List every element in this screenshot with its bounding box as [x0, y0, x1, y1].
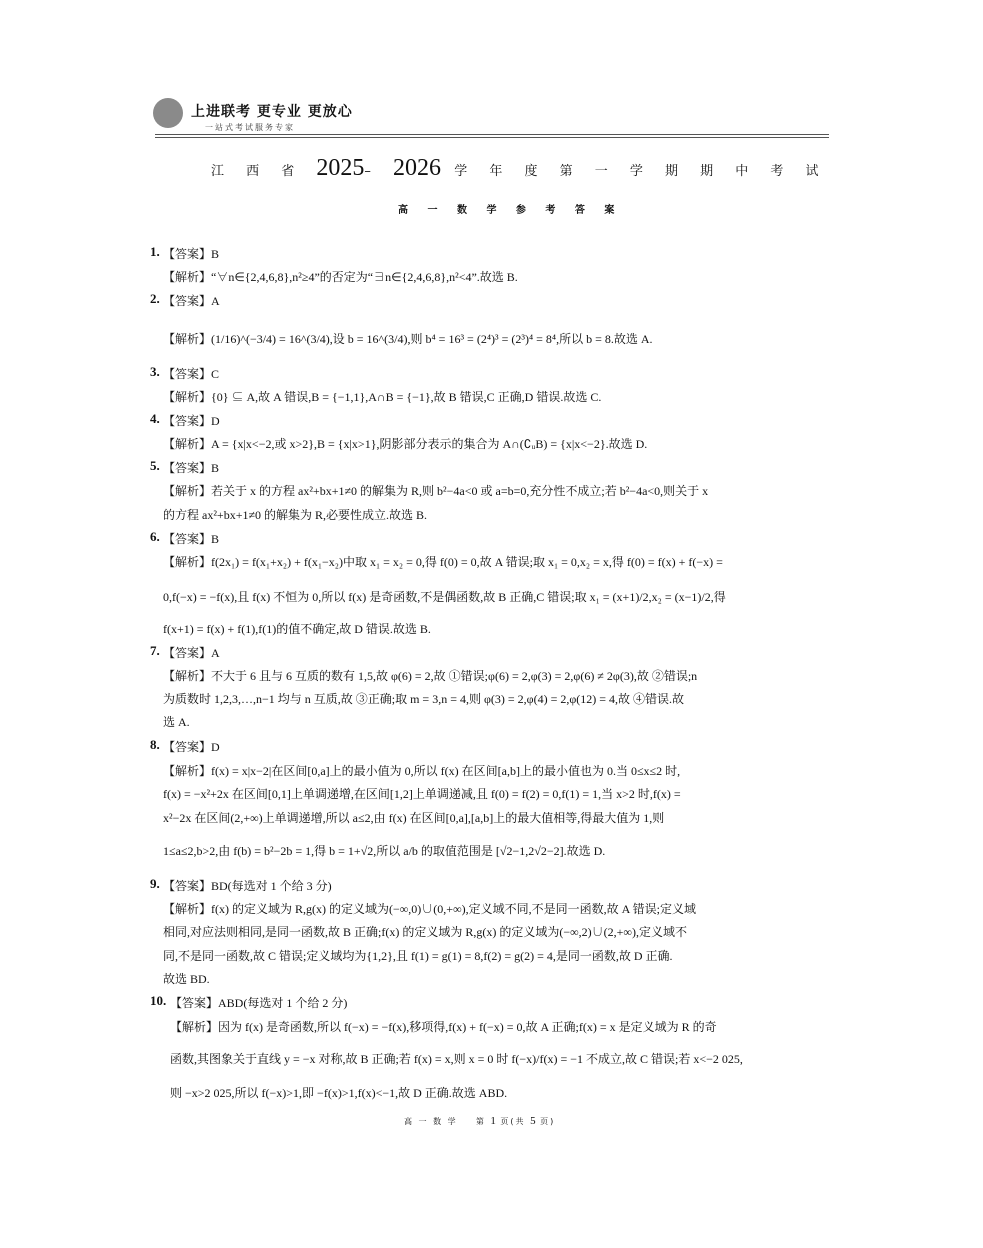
question-1-answer: 【答案】B	[163, 247, 220, 261]
question-7-answer: 【答案】A	[163, 646, 220, 660]
question-8-analysis-line-1: 【解析】f(x) = x|x−2|在区间[0,a]上的最小值为 0,所以 f(x) 在区间[a,b]上的最小值也为 0.当 0≤x≤2 时,	[163, 764, 681, 778]
question-4-number: 4.	[150, 411, 160, 426]
question-7-analysis-line-1: 【解析】不大于 6 且与 6 互质的数有 1,5,故 φ(6) = 2,故 ①错误;φ(6) = 2,φ(3) = 2,φ(6) ≠ 2φ(3),故 ②错误;n	[163, 669, 698, 683]
logo-main-text: 上进联考 更专业 更放心	[191, 104, 353, 120]
footer-page-total: 5	[530, 1115, 536, 1127]
question-6-analysis-line-2: 0,f(−x) = −f(x),且 f(x) 不恒为 0,所以 f(x) 是奇函数,不是偶函数,故 B 正确,C 错误;取 x₁ = (x+1)/2,x₂ = (x−1)/2,得	[163, 590, 726, 604]
logo-sub-text: 一站式考试服务专家	[205, 123, 295, 132]
header-divider	[155, 134, 829, 135]
question-10-analysis-line-3: 则 −x>2 025,所以 f(−x)>1,即 −f(x)>1,f(x)<−1,故 D 正确.故选 ABD.	[170, 1086, 508, 1100]
footer-page-prefix: 第	[475, 1117, 486, 1126]
question-10-analysis-line-1: 【解析】因为 f(x) 是奇函数,所以 f(−x) = −f(x),移项得,f(x) + f(−x) = 0,故 A 正确;f(x) = x 是定义域为 R 的奇	[170, 1020, 717, 1034]
title-year-start: 2025	[316, 155, 365, 181]
title-prefix: 江 西 省	[211, 164, 304, 179]
question-6-answer: 【答案】B	[163, 532, 220, 546]
question-3-number: 3.	[150, 364, 160, 379]
question-5-number: 5.	[150, 458, 160, 473]
question-8-analysis-line-3: x²−2x 在区间(2,+∞)上单调递增,所以 a≤2,由 f(x) 在区间[0,a],[a,b]上的最大值相等,得最大值为 1,则	[163, 811, 665, 825]
question-9-analysis-line-1: 【解析】f(x) 的定义域为 R,g(x) 的定义域为(−∞,0)∪(0,+∞),定义域不同,不是同一函数,故 A 错误;定义域	[163, 902, 696, 916]
question-8-answer: 【答案】D	[163, 740, 220, 754]
question-7-analysis-line-3: 选 A.	[163, 715, 190, 729]
header-divider-2	[155, 137, 829, 138]
question-9-number: 9.	[150, 876, 160, 891]
question-4-analysis: 【解析】A = {x|x<−2,或 x>2},B = {x|x>1},阴影部分表示的集合为 A∩(∁ᵤB) = {x|x<−2}.故选 D.	[163, 437, 648, 451]
question-3-analysis: 【解析】{0} ⊆ A,故 A 错误,B = {−1,1},A∩B = {−1},故 B 错误,C 正确,D 错误.故选 C.	[163, 390, 602, 404]
footer-page-middle: 页(共	[500, 1117, 526, 1126]
question-6-number: 6.	[150, 529, 160, 544]
footer-page-number: 1	[490, 1115, 496, 1127]
question-1-number: 1.	[150, 244, 160, 259]
question-7-number: 7.	[150, 643, 160, 658]
question-8-analysis-line-4: 1≤a≤2,b>2,由 f(b) = b²−2b = 1,得 b = 1+√2,所以 a/b 的取值范围是 [√2−1,2√2−2].故选 D.	[163, 844, 606, 858]
question-10-analysis-line-2: 函数,其图象关于直线 y = −x 对称,故 B 正确;若 f(x) = x,则 x = 0 时 f(−x)/f(x) = −1 不成立,故 C 错误;若 x<−2 025,	[170, 1052, 743, 1066]
logo-icon	[153, 98, 183, 128]
question-5-analysis-line-1: 【解析】若关于 x 的方程 ax²+bx+1≠0 的解集为 R,则 b²−4a<0 或 a=b=0,充分性不成立;若 b²−4a<0,则关于 x	[163, 484, 709, 498]
question-4-answer: 【答案】D	[163, 414, 220, 428]
title-year-end: 2026	[393, 155, 442, 181]
question-9-analysis-line-4: 故选 BD.	[163, 972, 210, 986]
question-8-number: 8.	[150, 737, 160, 752]
page-footer	[404, 1115, 555, 1127]
question-5-analysis-line-2: 的方程 ax²+bx+1≠0 的解集为 R,必要性成立.故选 B.	[163, 508, 428, 522]
question-2-answer: 【答案】A	[163, 294, 220, 308]
question-1-analysis: 【解析】“∀n∈{2,4,6,8},n²≥4”的否定为“∃n∈{2,4,6,8},n²<4”.故选 B.	[163, 270, 518, 284]
question-3-answer: 【答案】C	[163, 367, 220, 381]
question-7-analysis-line-2: 为质数时 1,2,3,…,n−1 均与 n 互质,故 ③正确;取 m = 3,n = 4,则 φ(3) = 2,φ(4) = 2,φ(12) = 4,故 ④错误.故	[163, 692, 685, 706]
question-10-number: 10.	[150, 993, 167, 1008]
question-9-analysis-line-2: 相同,对应法则相同,是同一函数,故 B 正确;f(x) 的定义域为 R,g(x) 的定义域为(−∞,2)∪(2,+∞),定义域不	[163, 925, 687, 939]
title-dash: –	[364, 164, 380, 179]
question-6-analysis-line-3: f(x+1) = f(x) + f(1),f(1)的值不确定,故 D 错误.故选 B.	[163, 622, 431, 636]
title-suffix: 学 年 度 第 一 学 期 期 中 考 试	[454, 164, 828, 179]
question-9-answer: 【答案】BD(每选对 1 个给 3 分)	[163, 879, 332, 893]
question-9-analysis-line-3: 同,不是同一函数,故 C 错误;定义域均为{1,2},且 f(1) = g(1) = 8,f(2) = g(2) = 4,是同一函数,故 D 正确.	[163, 949, 673, 963]
question-2-analysis: 【解析】(1/16)^(−3/4) = 16^(3/4),设 b = 16^(3/4),则 b⁴ = 16³ = (2⁴)³ = (2³)⁴ = 8⁴,所以 b = 8.故选 A.	[163, 332, 653, 346]
question-8-analysis-line-2: f(x) = −x²+2x 在区间[0,1]上单调递增,在区间[1,2]上单调递减,且 f(0) = f(2) = 0,f(1) = 1,当 x>2 时,f(x) =	[163, 787, 681, 801]
page-title	[211, 155, 828, 182]
question-2-number: 2.	[150, 291, 160, 306]
question-6-analysis-line-1: 【解析】f(2x₁) = f(x₁+x₂) + f(x₁−x₂)中取 x₁ = x₂ = 0,得 f(0) = 0,故 A 错误;取 x₁ = 0,x₂ = x,得 f(0) = f(x) + f(−x) =	[163, 555, 723, 569]
question-10-answer: 【答案】ABD(每选对 1 个给 2 分)	[170, 996, 348, 1010]
footer-subject: 高 一 数 学	[404, 1117, 458, 1126]
footer-page-suffix: 页)	[540, 1117, 556, 1126]
question-5-answer: 【答案】B	[163, 461, 220, 475]
page-subtitle: 高 一 数 学 参 考 答 案	[398, 205, 623, 216]
